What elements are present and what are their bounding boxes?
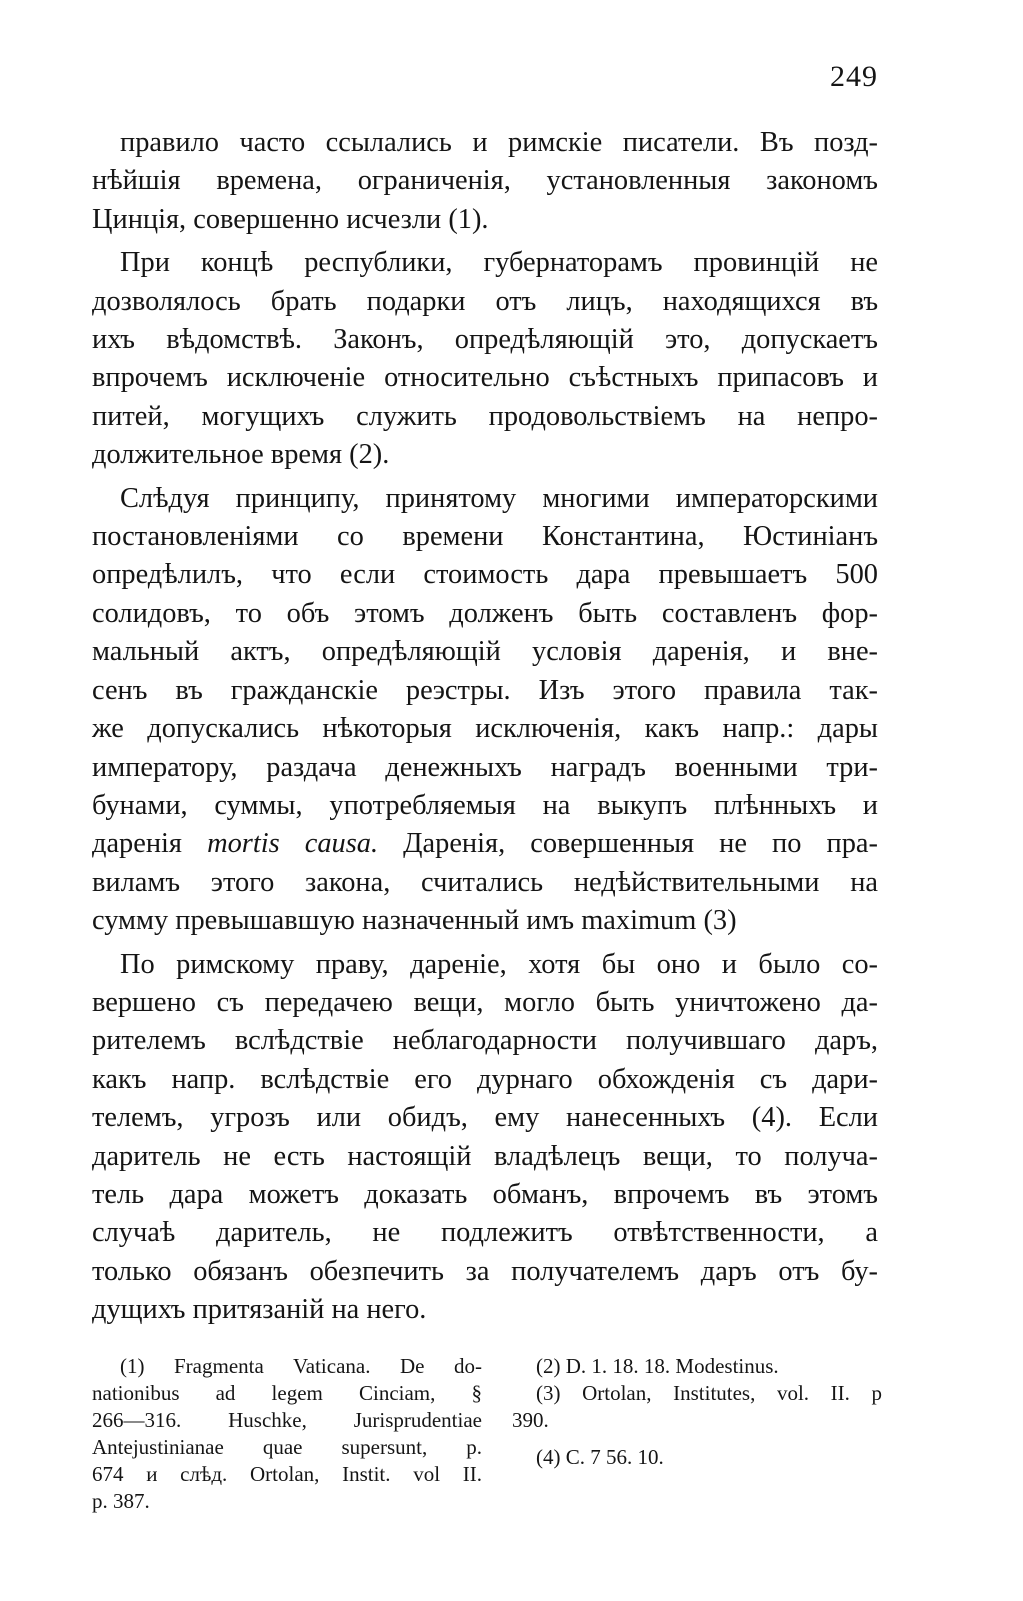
text-line: рителемъ вслѣдствіе неблагодарности получившаго даръ, [92,1025,878,1057]
text-line: впрочемъ исключеніе относительно съѣстныхъ припасовъ и [92,362,878,394]
text-line: солидовъ, то объ этомъ долженъ быть составленъ фор- [92,597,878,629]
italic-phrase: mortis causa. [207,828,379,860]
text-line: телемъ, угрозъ или обидъ, ему нанесенныхъ (4). Если [92,1102,878,1134]
text-line: ихъ вѣдомствѣ. Законъ, опредѣляющій это, допускаетъ [92,324,878,356]
text-line: императору, раздача денежныхъ наградъ военными три- [92,751,878,783]
footnote-line: Antejustinianae quae supersunt, p. [92,1435,482,1459]
text-fragment: Даренія, совершенныя не по пра- [378,828,878,860]
footnote-line: p. 387. [92,1489,150,1513]
text-line: бунами, суммы, употребляемыя на выкупъ плѣнныхъ и [92,789,878,821]
paragraph-3 [92,480,878,941]
text-line: какъ напр. вслѣдствіе его дурнаго обхожденія съ дари- [92,1063,878,1095]
text-line: нѣйшія времена, ограниченія, установленныя закономъ [92,165,878,197]
text-line: По римскому праву, дареніе, хотя бы оно и было со- [120,948,878,980]
footnote-line: nationibus ad legem Cinciam, § [92,1381,482,1405]
text-line: случаѣ даритель, не подлежитъ отвѣтственности, а [92,1217,878,1249]
text-line: мальный актъ, опредѣляющій условія даренія, и вне- [92,636,878,668]
text-line: виламъ этого закона, считались недѣйствительными на [92,866,878,898]
text-line: сенъ въ гражданскіе реэстры. Изъ этого правила так- [92,674,878,706]
text-line: Цинція, совершенно исчезли (1). [92,203,489,235]
text-line: Слѣдуя принципу, принятому многими императорскими [120,482,878,514]
text-line: же допускались нѣкоторыя исключенія, какъ напр.: дары [92,713,878,745]
text-line: опредѣлилъ, что если стоимость дара превышаетъ 500 [92,559,878,591]
footnote-line: (1) Fragmenta Vaticana. De do- [120,1354,482,1378]
text-line: только обязанъ обезпечить за получателемъ даръ отъ бу- [92,1255,878,1287]
paragraph-4 [92,946,878,1330]
text-line: должительное время (2). [92,439,390,471]
text-line: тель дара можетъ доказать обманъ, впрочемъ въ этомъ [92,1178,878,1210]
paragraph-1 [92,124,878,239]
text-line: даритель не есть настоящій владѣлецъ вещи, то получа- [92,1140,878,1172]
footnote-line: 390. [512,1408,549,1432]
text-line: питей, могущихъ служить продовольствіемъ на непро- [92,400,878,432]
text-line: При концѣ республики, губернаторамъ провинцій не [120,247,878,279]
text-line: дущихъ притязаній на него. [92,1294,427,1326]
text-line: вершено съ передачею вещи, могло быть уничтожено да- [92,986,878,1018]
footnote-line: (2) D. 1. 18. 18. Modestinus. [536,1354,779,1378]
footnote-line: 674 и слѣд. Ortolan, Instit. vol II. [92,1462,482,1486]
text-line: постановленіями со времени Константина, Юстиніанъ [92,521,878,553]
footnotes-left [92,1353,482,1515]
body-text [92,124,878,1330]
paragraph-2 [92,244,878,474]
text-line: сумму превышавшую назначенный имъ maximum (3) [92,905,737,937]
text-fragment: даренія [92,828,208,860]
footnote-line: (3) Ortolan, Institutes, vol. II. p [536,1381,882,1405]
footnotes-right [512,1353,882,1471]
text-line: дозволялось брать подарки отъ лицъ, находящихся въ [92,285,878,317]
text-line-with-italic [92,825,878,863]
page-number: 249 [830,60,878,93]
footnote-line: (4) C. 7 56. 10. [536,1445,664,1469]
footnote-line: 266—316. Huschke, Jurisprudentiae [92,1408,482,1432]
text-line: правило часто ссылались и римскіе писатели. Въ позд- [120,127,878,158]
